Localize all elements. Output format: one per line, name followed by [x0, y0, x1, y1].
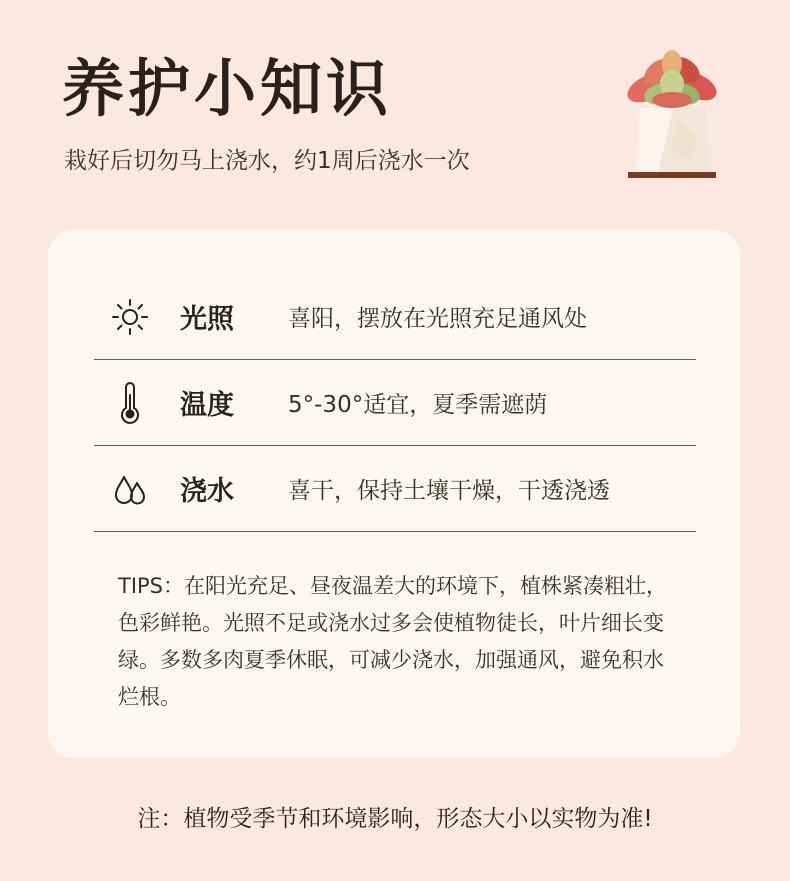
tips-text: TIPS：在阳光充足、昼夜温差大的环境下，植株紧凑粗壮，色彩鲜艳。光照不足或浇水过多会使植物徒长，叶片细长变绿。多数多肉夏季休眠，可减少浇水，加强通风，避免积水烂根。 [118, 574, 668, 709]
water-drop-icon [108, 467, 152, 511]
sun-icon [108, 295, 152, 339]
footer-note: 注：植物受季节和环境影响，形态大小以实物为准! [137, 806, 653, 832]
care-label: 光照 [180, 304, 234, 335]
care-label: 温度 [180, 390, 234, 421]
thermometer-icon [108, 381, 152, 425]
care-row-temperature [94, 360, 696, 446]
care-desc: 喜阳，摆放在光照充足通风处 [288, 306, 587, 332]
page-title: 养护小知识 [62, 52, 393, 125]
care-row-light [94, 274, 696, 360]
care-desc: 5°-30°适宜，夏季需遮荫 [288, 392, 548, 418]
care-card [48, 230, 740, 758]
care-row-watering [94, 446, 696, 532]
page-subtitle: 栽好后切勿马上浇水，约1周后浇水一次 [64, 148, 470, 174]
succulent-plant-illustration [618, 50, 724, 182]
care-desc: 喜干，保持土壤干燥，干透浇透 [288, 478, 610, 504]
care-label: 浇水 [180, 476, 234, 507]
